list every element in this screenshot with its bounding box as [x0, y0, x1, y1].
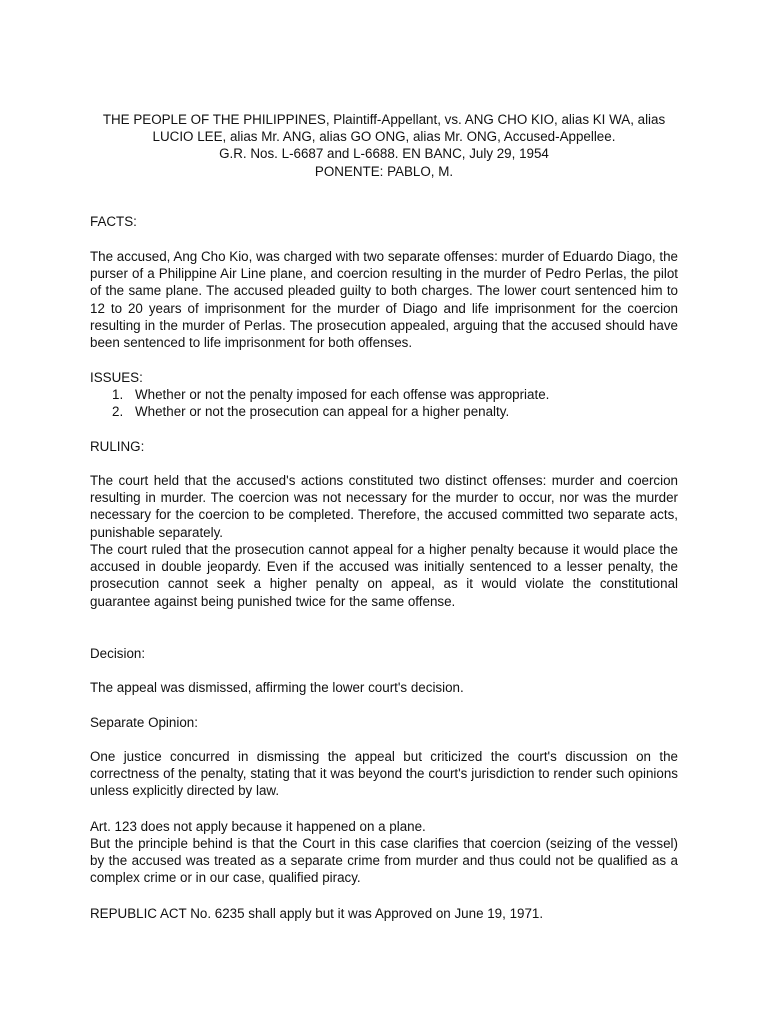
issue-number: 1.	[112, 387, 124, 402]
separate-opinion-heading: Separate Opinion:	[90, 715, 198, 730]
caption-line-1: THE PEOPLE OF THE PHILIPPINES, Plaintiff-Appellant, vs. ANG CHO KIO, alias KI WA, alias	[102, 112, 666, 127]
decision-heading: Decision:	[90, 646, 146, 661]
case-citation: G.R. Nos. L-6687 and L-6688. EN BANC, July 29, 1954	[219, 146, 549, 162]
issue-text: Whether or not the penalty imposed for each offense was appropriate.	[135, 387, 550, 402]
issue-item	[90, 403, 678, 420]
case-caption	[60, 111, 708, 180]
ponente: PONENTE: PABLO, M.	[314, 163, 454, 179]
issue-item	[90, 386, 678, 403]
issues-heading: ISSUES:	[90, 370, 143, 385]
ruling-paragraph-1: The court held that the accused's actions constituted two distinct offenses: murder and coercion resulting in murder. The coercion was not necessary for the murder to occur, nor was the murder necessary for the coercion to be completed. Therefore, the accused committed two separate acts, punishable separately.	[90, 473, 678, 540]
note-paragraph: But the principle behind is that the Court in this case clarifies that coercion (seizing of the vessel) by the accused was treated as a separate crime from murder and thus could not be qualified as a complex crime or in our case, qualified piracy.	[90, 836, 678, 886]
decision-text: The appeal was dismissed, affirming the lower court's decision.	[90, 680, 464, 695]
ruling-heading: RULING:	[90, 439, 145, 454]
facts-text: The accused, Ang Cho Kio, was charged with two separate offenses: murder of Eduardo Diago, the purser of a Philippine Air Line plane, and coercion resulting in the murder of Pedro Perlas, the pilot of the same plane. The accused pleaded guilty to both charges. The lower court sentenced him to 12 to 20 years of imprisonment for the murder of Diago and life imprisonment for the coercion resulting in the murder of Perlas. The prosecution appealed, arguing that the accused should have been sentenced to life imprisonment for both offenses.	[90, 249, 678, 351]
separate-opinion-text: One justice concurred in dismissing the appeal but criticized the court's discussion on the correctness of the penalty, stating that it was beyond the court's jurisdiction to render such opinions unless explicitly directed by law.	[90, 749, 678, 799]
issues-list	[90, 386, 678, 420]
caption-line-2: LUCIO LEE, alias Mr. ANG, alias GO ONG, alias Mr. ONG, Accused-Appellee.	[152, 129, 616, 145]
final-note: REPUBLIC ACT No. 6235 shall apply but it was Approved on June 19, 1971.	[90, 906, 544, 921]
facts-heading: FACTS:	[90, 214, 137, 229]
ruling-paragraph-2: The court ruled that the prosecution cannot appeal for a higher penalty because it would place the accused in double jeopardy. Even if the accused was initially sentenced to a lesser penalty, the prosecution cannot seek a higher penalty on appeal, as it would violate the constitutional guarantee against being punished twice for the same offense.	[90, 542, 678, 609]
issue-number: 2.	[112, 404, 124, 420]
note-line: Art. 123 does not apply because it happened on a plane.	[90, 819, 426, 834]
issue-text: Whether or not the prosecution can appeal for a higher penalty.	[135, 404, 510, 420]
